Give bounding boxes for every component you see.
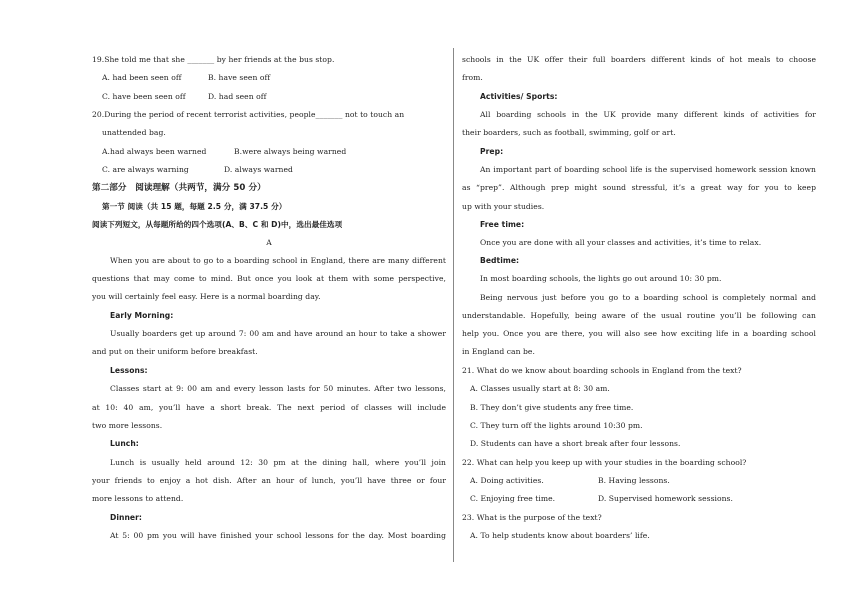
q21-option-b: B. They don’t give students any free time. [470, 403, 634, 412]
q20-option-b: B.were always being warned [234, 147, 347, 156]
q22-option-a: A. Doing activities. [470, 476, 544, 485]
paragraph-line: understandable. Hopefully, being aware of the usual routine you’ll be following can [462, 311, 816, 320]
q23-stem: 23. What is the purpose of the text? [462, 513, 602, 522]
passage-label: A [266, 238, 272, 247]
q20-stem-cont: unattended bag. [102, 128, 166, 137]
paragraph-line: An important part of boarding school life is the supervised homework session known [480, 165, 816, 174]
paragraph-line: When you are about to go to a boarding school in England, there are many different [110, 256, 446, 265]
q20-option-c: C. are always warning [102, 165, 189, 174]
paragraph-line: Classes start at 9: 00 am and every lesson lasts for 50 minutes. After two lessons, [110, 384, 446, 393]
early-morning-heading: Early Morning: [110, 311, 174, 320]
q22-option-b: B. Having lessons. [598, 476, 670, 485]
paragraph-line: questions that may come to mind. But once you look at them with some perspective, [92, 274, 446, 283]
q20-stem: 20.During the period of recent terrorist activities, people_______ not to touch an [92, 110, 405, 119]
paragraph-line: as “prep”. Although prep might sound stressful, it’s a great way for you to keep [462, 183, 816, 192]
paragraph-line: help you. Once you are there, you will also see how exciting life in a boarding school [462, 329, 816, 338]
paragraph-line: you will certainly feel easy. Here is a normal boarding day. [92, 292, 321, 301]
paragraph-line: schools in the UK offer their full boarders different kinds of hot meals to choose [462, 55, 816, 64]
paragraph-line: their boarders, such as football, swimming, golf or art. [462, 128, 676, 137]
section1-title: 第一节 阅读（共 15 题，每题 2.5 分，满 37.5 分） [102, 202, 287, 211]
bedtime-heading: Bedtime: [480, 256, 520, 265]
q19-stem: 19.She told me that she _______ by her friends at the bus stop. [92, 55, 335, 64]
instructions: 阅读下列短文，从每题所给的四个选项(A、B、C 和 D)中，选出最佳选项 [92, 220, 343, 229]
paragraph-line: from. [462, 73, 483, 82]
q19-option-d: D. had seen off [208, 92, 267, 101]
q20-option-a: A.had always been warned [102, 147, 207, 156]
q19-option-c: C. have been seen off [102, 92, 186, 101]
lunch-heading: Lunch: [110, 439, 139, 448]
paragraph-line: and put on their uniform before breakfast. [92, 347, 258, 356]
q20-option-d: D. always warned [224, 165, 293, 174]
q22-stem: 22. What can help you keep up with your studies in the boarding school? [462, 458, 747, 467]
q22-option-d: D. Supervised homework sessions. [598, 494, 733, 503]
paragraph-line: in England can be. [462, 347, 535, 356]
paragraph-line: Being nervous just before you go to a boarding school is completely normal and [480, 293, 816, 302]
q21-option-c: C. They turn off the lights around 10:30 pm. [470, 421, 643, 430]
q21-option-a: A. Classes usually start at 8: 30 am. [470, 384, 610, 393]
lessons-heading: Lessons: [110, 366, 148, 375]
paragraph-line: At 5: 00 pm you will have finished your school lessons for the day. Most boarding [110, 531, 446, 540]
paragraph-line: All boarding schools in the UK provide many different kinds of activities for [480, 110, 816, 119]
paragraph-line: your friends to enjoy a hot dish. After an hour of lunch, you’ll have three or four [92, 476, 446, 485]
column-divider [453, 48, 454, 562]
paragraph-line: Lunch is usually held around 12: 30 pm at the dining hall, where you’ll join [110, 458, 446, 467]
q19-option-a: A. had been seen off [102, 73, 182, 82]
activities-heading: Activities/ Sports: [480, 92, 558, 101]
free-time-heading: Free time: [480, 220, 525, 229]
q21-option-d: D. Students can have a short break after four lessons. [470, 439, 681, 448]
q19-option-b: B. have seen off [208, 73, 271, 82]
dinner-heading: Dinner: [110, 513, 143, 522]
part2-title: 第二部分 阅读理解（共两节，满分 50 分） [92, 183, 266, 193]
paragraph-line: In most boarding schools, the lights go out around 10: 30 pm. [480, 274, 722, 283]
paragraph-line: at 10: 40 am, you’ll have a short break. The next period of classes will include [92, 403, 446, 412]
paragraph-line: up with your studies. [462, 202, 545, 211]
q23-option-a: A. To help students know about boarders’ life. [470, 531, 650, 540]
paragraph-line: two more lessons. [92, 421, 163, 430]
paragraph-line: Usually boarders get up around 7: 00 am and have around an hour to take a shower [110, 329, 446, 338]
q21-stem: 21. What do we know about boarding schools in England from the text? [462, 366, 742, 375]
paragraph-line: more lessons to attend. [92, 494, 184, 503]
paragraph-line: Once you are done with all your classes and activities, it’s time to relax. [480, 238, 762, 247]
q22-option-c: C. Enjoying free time. [470, 494, 556, 503]
prep-heading: Prep: [480, 147, 504, 156]
